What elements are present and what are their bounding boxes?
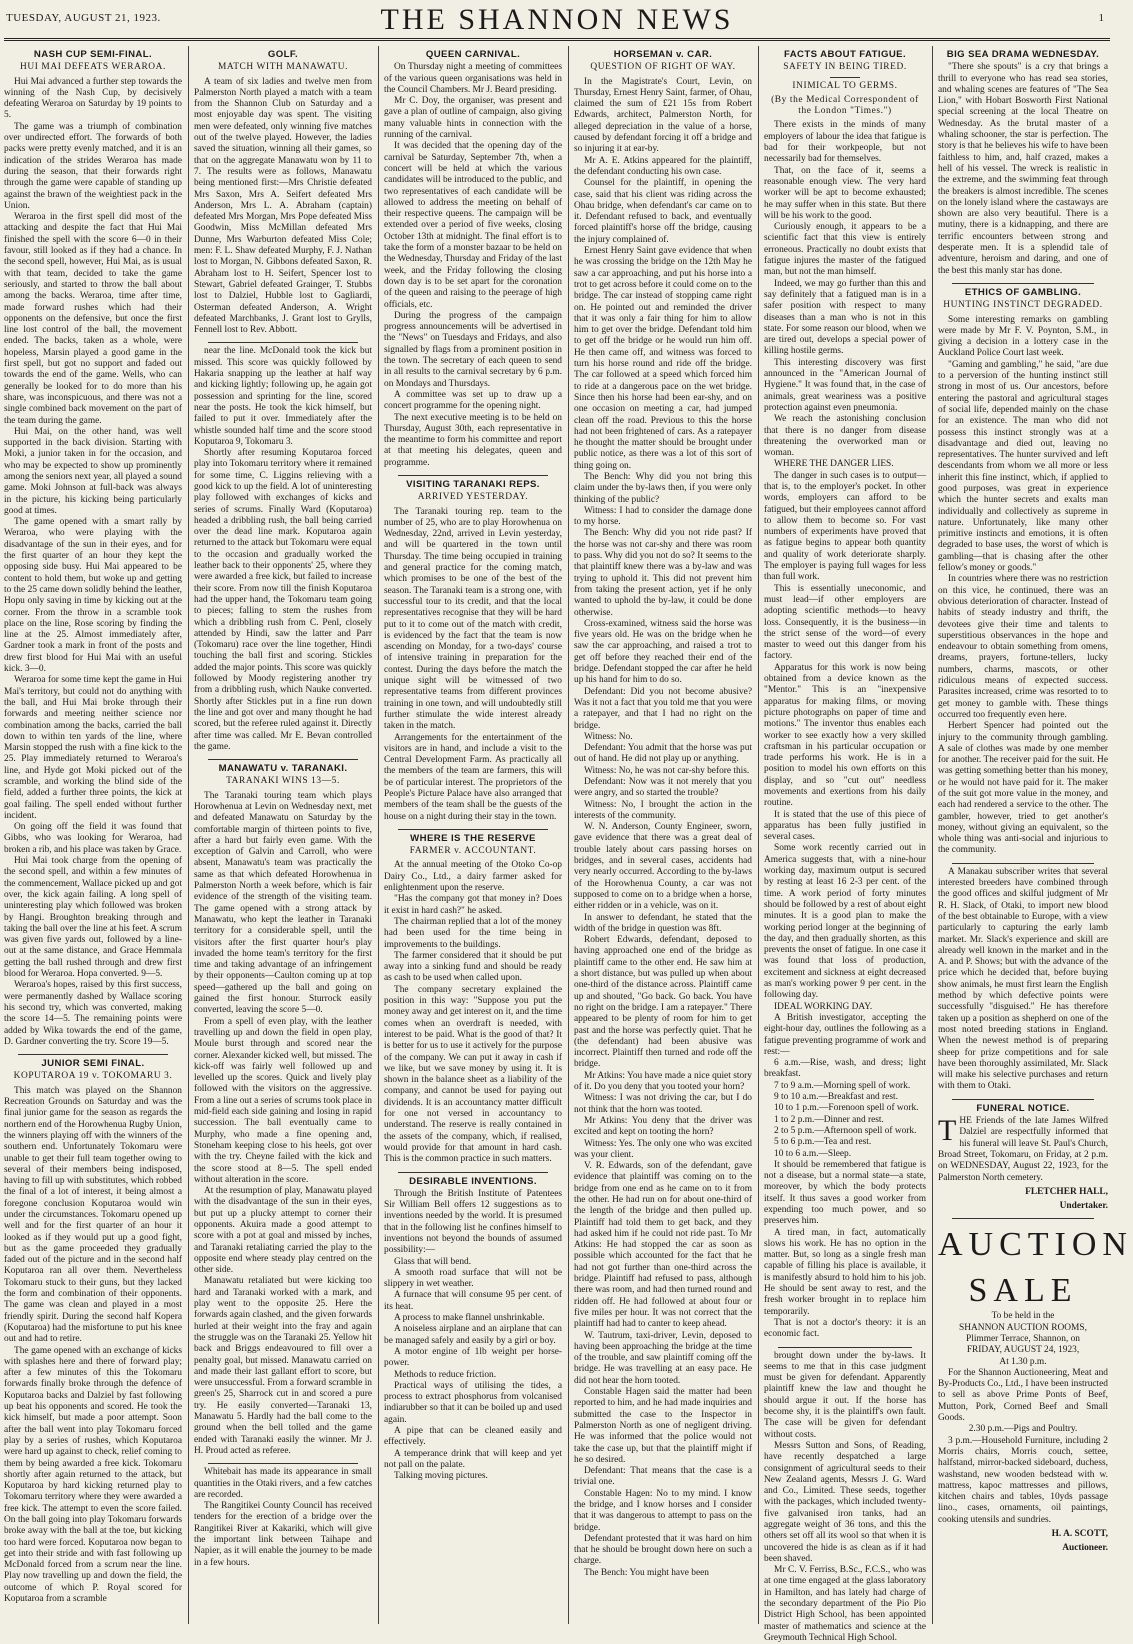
issue-date: TUESDAY, AUGUST 21, 1923. [6,12,161,24]
paragraph: IDEAL WORKING DAY. [774,1001,873,1012]
undertaker-name: FLETCHER HALL, [1025,1186,1108,1197]
column-4 [574,46,752,1624]
paragraph: On going off the field it was found that Gibbs, who was looking for Weraroa, had broken a rib, and his place was taken by Grace. [4,822,182,855]
paragraph: The danger in such cases is to output—that is, to the employer's pocket. In other words, employers can afford to be fatigued, but their employees cannot afford to allow them to become so. For vast numbers of experiments have proved that as fatigue begins to appear both quantity and quality of work deteriorate sharply. The employer is paying full wages for less than full work. [764,470,926,583]
paragraph: Defendant: You admit that the horse was put out of hand. He did not play up or anything. [574,743,752,765]
paragraph: The game was a triumph of combination over undirected effort. The forwards of both packs were pretty evenly matched, and it is an indication of the strides Weraroa has made during the season, that their forwards right through the game were capable of standing up against the brawn of the weightiest pack in the Union. [4,121,182,211]
paragraph: 10 to 6 a.m.—Sleep. [774,1148,852,1159]
paragraph: A pipe that can be cleaned easily and effectively. [384,1426,562,1448]
paragraph: 9 to 10 a.m.—Breakfast and rest. [774,1092,898,1103]
article-headline: HORSEMAN v. CAR. [613,49,713,60]
article-headline: DESIRABLE INVENTIONS. [409,1175,537,1187]
article [938,1099,1108,1213]
auction-pigs: 2.30 p.m.—Pigs and Poultry. [968,1424,1078,1435]
paragraph: Defendant: Did you not become abusive? Was it not a fact that you told me that you were a ratepayer, and that I had no right on the bridge. [574,686,752,731]
auction-venue-street: Plimmer Terrace, Shannon, on [966,1333,1080,1344]
funeral-notice-body [938,1116,1108,1184]
article-divider [778,1347,912,1348]
paragraph: In the Magistrate's Court, Levin, on Thursday, Ernest Henry Saint, farmer, of Ohau, claimed the sum of £21 15s from Robert Edwards, architect, Palmerston North, for alleged depreciation in the value of a horse, caused by defendant forcing it off a bridge and so injuring it at ear-by. [574,76,752,155]
paragraph: There exists in the minds of many employers of labour the idea that fatigue is bad for their workpeople, but not necessarily bad for themselves. [764,120,926,165]
article-subheadline: QUESTION OF RIGHT OF WAY. [590,62,736,73]
article-headline: FUNERAL NOTICE. [976,1102,1070,1114]
article-divider [952,1099,1094,1100]
article-headline: ETHICS OF GAMBLING. [964,286,1082,298]
article-divider [208,1463,358,1464]
page-number: 1 [1098,12,1104,24]
paragraph: The Taranaki touring rep. team to the number of 25, who are to play Horowhenua on Wednesday, 22nd, arrived in Levin yesterday, and will be quartered in the town until Thursday. The time being occupied in training and general practice for the coming match, which promises to be one of the best of the season. The Taranaki team is a strong one, with successful tour to its credit, and that the local representatives recognise that they will be hard put to it to come out of the match with credit, is evidenced by the fact that the team is now ascending on Monday, for a two-days' course of intensive training in preparation for the contest. During the days before the match the unique sight will be witnessed of two representative teams from different provinces training in one town, and will undoubtedly still further stimulate the wide interest already taken in the match. [384,506,562,732]
paragraph: The game opened with a smart rally by Weraroa, who were playing with the disadvantage of the sun in their eyes, and for the first quarter of an hour they kept the opposing side busy. Hui Mai appeared to be content to hold them, but woke up and getting to the 25 came down solidly behind the leather, Hopu only saving in time by kicking out at the corner. From the throw in a scramble took place on the line, Rose scoring by finding the line at the 25. Almost immediately after, Gardner took a mark in front of the posts and drew first blood for Hui Mai with an useful kick. 3—0. [4,517,182,675]
paragraph: Defendant: That means that the case is a trivial one. [574,1466,752,1488]
auction-title: AUCTION [938,1226,1133,1264]
paragraph: Whitebait has made its appearance in small quantities in the Otaki rivers, and a few catches are recorded. [194,1467,372,1500]
paragraph: 2 to 5 p.m.—Afternoon spell of work. [774,1125,917,1136]
paragraph: Some interesting remarks on gambling were made by Mr F. V. Poynton, S.M., in giving a decision in a lottery case in the Auckland Police Court last week. [938,314,1108,359]
paragraph: Weraroa in the first spell did most of the attacking and despite the fact that Hui Mai finished the spell with the score 6—0 in their favour, still looked as if they had a chance. In the second spell, however, Hui Mai, as is usual with that team, decided to take the game seriously, and started to throw the ball about among the backs. Weraroa, time after time, made forward rushes which had their opponents on the defensive, but once the first line lost control of the ball, the movement ended. The backs, taken as a whole, were hopeless, Marsin played a good game in the first spell, but got no support and faded out towards the end of the game. Wells, who can generally be looked for to do more than his share, was inconspicuous, and there was not a single combined back movement on the part of the team during the game. [4,212,182,426]
paragraph: Cross-examined, witness said the horse was five years old. He was on the bridge when he saw the car approaching, and raised a trot to get off before they reached their end of the bridge. Defendant stopped the car after he held up his hand for him to do so. [574,618,752,686]
paragraph: In countries where there was no restriction on this vice, he continued, there was an obvious deterioration of character. Instead of habits of steady industry and thrift, the devotees give their time and talents to superstitious observances in the hope and endeavour to obtain something from omens, dreams, prayers, fortune-tellers, lucky numbers, charms, mascots, or other ridiculous means of expected success. Parasites increased, crime was resorted to to get money to gamble with. These things occurred too frequently even here. [938,574,1108,720]
paragraph: 7 to 9 a.m.—Morning spell of work. [774,1080,911,1091]
article-headline: QUEEN CARNIVAL. [425,49,521,60]
paragraph: From a spell of even play, with the leather travelling up and down the field in open play, Moule burst through and scored near the corner. Alexander kicked well, but missed. The kick-off was fairly well followed up and levelled up the scores. Quick and lively play followed with the visitors on the aggressive. From a line out a series of scrums took place in mid-field each side gaining and losing in rapid succession. The ball eventually came to Murphy, who made a fine opening and, Stoneham keeping close to his heels, got over with the try. Cheyne failed with the kick and the score stood at 8—5. The spell ended without alteration in the score. [194,1016,372,1185]
article-subheadline: HUI MAI DEFEATS WERAROA. [20,62,166,73]
article-subheadline: SAFETY IN BEING TIRED. [783,62,907,73]
column-rule [378,46,379,1624]
column-3 [384,46,562,1624]
paragraph: 1 to 2 p.m.—Dinner and rest. [774,1114,884,1125]
auctioneer-role: Auctioneer. [1062,1543,1108,1554]
paragraph: The Rangitikei County Council has received tenders for the erection of a bridge over the Rangitikei River at Kakariki, which will give the important link between Taihape and Napier, as it will enable the journey to be made in a few hours. [194,1501,372,1568]
article [194,759,372,1457]
paragraph: The Bench: Why did you not ride past? If the horse was not car-shy and there was room to pass. Why did you not do so? It seems to the that plaintiff knew there was a by-law and was trying to uphold it. This did not prevent him from taking the present action, yet if he only wanted to uphold the by-law, it could be done otherwise. [574,528,752,618]
paragraph: During the progress of the campaign progress announcements will be advertised in the "News" on Tuesdays and Fridays, and also signalled by flags from a prominent position in the town. The secretary of each queen to send in all results to the carnival secretary by 6 p.m. on Mondays and Thursdays. [384,310,562,389]
article [4,49,182,1048]
paragraph: Robert Edwards, defendant, deposed to having approached one end of the bridge as plaintiff came to the other end. He saw him at a short distance, but was pulled up when about one-third of the distance across. Plaintiff came up and shouted, "Go back. Go back. You have no right on the bridge. I am a ratepayer." There appeared to be plenty of room for him to get past and the horse was perfectly quiet. That he (the defendant) had been abusive was incorrect. Plaintiff then turned and rode off the bridge. [574,935,752,1070]
article [938,49,1108,277]
paragraph: Defendant protested that it was hard on him that he should be brought down here on such a charge. [574,1533,752,1567]
auctioneer-name: H. A. SCOTT, [1051,1529,1108,1540]
article-subheadline: ARRIVED YESTERDAY. [417,492,529,503]
paragraph: 5 to 6 p.m.—Tea and rest. [774,1137,872,1148]
paragraph: On Thursday night a meeting of committees of the various queen organisations was held in the Council Chambers. Mr J. Beard presiding. [384,62,562,95]
paragraph: It should be remembered that fatigue is not a disease, but a normal state—a state, moreover, by which the body protects itself. It thus saves a good worker from expending too much power, and so preserves him. [764,1159,926,1227]
article-headline: BIG SEA DRAMA WEDNESDAY. [946,49,1100,60]
article [938,1218,1133,1554]
paragraph: A smooth road surface that will not be slippery in wet weather. [384,1267,562,1290]
paragraph: Witness: Yes. The only one who was excited was your client. [574,1138,752,1160]
paragraph: At the resumption of play, Manawatu played with the disadvantage of the sun in their eyes, but put up a plucky attempt to corner their opponents. Akuira made a good attempt to score with a pot at goal and missed by inches, and Taranaki retaliating carried the play to the opposite end where steady play centred on the other side. [194,1186,372,1276]
article-headline: JUNIOR SEMI FINAL. [41,1058,145,1070]
column-2 [194,46,372,1624]
column-5 [764,46,926,1643]
paragraph: Hui Mai, on the other hand, was well supported in the back division. Starting with Moki, a junior taken in for the occasion, and who may be expected to show up prominently among the seniors next year, all played a sound game. Moki Johnson at full-back was always in the picture, his kicking being particularly good at times. [4,426,182,516]
auction-venue: SHANNON AUCTION ROOMS, [959,1322,1087,1333]
paragraph: The Taranaki touring team which plays Horowhenua at Levin on Wednesday next, met and defeated Manawatu on Saturday by the comfortable margin of thirteen points to five, after a hard but fairly even game. With the exception of Galvin and Carroll, who were absent, Manawatu's team was practically the same as that which defeated Horowhenua in Palmerston North a week before, which is fair evidence of the strength of the visiting team. The game opened with a strong attack by Manawatu, who kept the leather in Taranaki territory for a considerable spell, until the visitors after the first quarter hour's play invaded the home team's territory for the first time and taking advantage of an infringement by their opponents—Caulton coming up at top speed—gathered up the ball and going on gained the first honour. Sturrock easily converted, leaving the score 5—0. [194,790,372,1016]
article-headline: MANAWATU v. TARANAKI. [218,763,348,775]
paragraph: The game opened with an exchange of kicks with splashes here and there of forward play; after a few minutes of this the Tokomaru forwards finally broke through the defence of Koputaroa backs and Dalziel by fast following up beat his opponents and scored. He took the kick himself, but made a poor attempt. Soon after the ball went into play Tokomaru forced play by a series of rushes, which Koputaroa were hard up against to check, relief coming to them by being awarded a free kick. Tokomaru shortly after again returned to the attack, but Koputaroa by hard kicking returned play to Tokomaru territory where they were awarded a free kick. The attempt to even the score failed. On the ball going into play Tokomaru forwards broke away with the ball at the toe, but kicking too hard were forced. Koputaroa now began to get into their stride and with fast following up McDonald forced from a scrum near the line. Play now travelling up and down the field, the outcome of which P. Royal scored for Koputaroa from a scramble [4,1345,182,1605]
funeral-dropcap: T [938,1114,957,1148]
article-headline: GOLF. [267,49,299,60]
paragraph: A British investigator, accepting the eight-hour day, outlines the following as a fatigue preventing programme of work and rest:— [764,1012,926,1057]
paragraph: 6 a.m.—Rise, wash, and dress; light breakfast. [764,1058,926,1080]
paragraph: Constable Hagen: No to my mind. I know the bridge, and I know horses and I consider that it was dangerous to attempt to pass on the bridge. [574,1488,752,1533]
paragraph: Hui Mai took charge from the opening of the second spell, and within a few minutes of the commencement, Wallace picked up and got over, the kick again failing. A long spell of uninteresting play which followed was broken by Hangi. Broughton breaking through and taking the ball over the line at his feet. A scrum was given five yards out, followed by a line-out at the same distance, and Grace Hemmala getting the ball rushed through and drew first blood for Weraroa. Hopa converted. 9—5. [4,856,182,980]
auction-body: For the Shannon Auctioneering, Meat and By-Products Co., Ltd., I have been instructed to sell as above Prime Ponts of Beef, Mutton, Pork, Corned Beef and Small Goods. [938,1367,1108,1424]
article [384,1172,562,1483]
paragraph: A team of six ladies and twelve men from Palmerston North played a match with a team from the Shannon Club on Saturday and a most enjoyable day was spent. The visiting men were defeated, only winning five matches out of the twelve played. However, the ladies saved the situation, winning all their games, so that on the aggregate Manawatu won by 11 to 7. The results were as follows, Manawatu being mentioned first:—Mrs Christie defeated Mrs Saxon, Mrs A. Seifert defeated Mrs Anderson, Mrs L. A. Abraham (captain) defeated Mrs Morgan, Mrs Pope defeated Miss Goodwin, Miss McMillan defeated Mrs Dunne, Mrs Warburton defeated Miss Cole; men: F. L. Shaw defeated Murphy, F. J. Nathan lost to Morgan, N. Gibbons defeated Saxon, R. Abraham lost to H. Seifert, Spencer lost to Stewart, Gabriel defeated Grainger, T. Stubbs lost to Dalziel, Hubble lost to Gagliardi, Osterman defeated Anderson, A. Wright defeated Marchbanks, J. Grant lost to Grylls, Fennell lost to Rev. Abbott. [194,76,372,336]
article [194,342,372,753]
paragraph: Hui Mai advanced a further step towards the winning of the Nash Cup, by decisively defeating Weraroa on Saturday by 19 points to 5. [4,76,182,121]
auction-furniture: 3 p.m.—Household Furniture, including 2 Morris chairs, Morris couch, settee, halfstand, mirror-backed sideboard, duchess, washstand, new wooden bedstead with w. mattress, kapoc mattresses and pillows, kitchen chairs and tables, 10yds passage lino., cases, ornaments, oil paintings, cooking utensils and sundries. [938,1435,1108,1525]
article-divider [208,759,358,760]
paragraph: Witness: No, he was not car-shy before this. [584,765,750,776]
paragraph: Witness: I was not driving the car, but I do not think that the horn was tooted. [574,1093,752,1115]
newspaper-title: THE SHANNON NEWS [380,3,734,36]
paragraph: A motor engine of 1lb weight per horse-power. [384,1346,562,1369]
paragraph: Mr Atkins: You deny that the driver was excited and kept on tooting the horn? [574,1115,752,1138]
paragraph: W. Tautrum, taxi-driver, Levin, deposed to having been approaching the bridge at the time of the trouble, and saw plaintiff coming off the bridge. He was travelling at an easy pace. He did not hear the horn tooted. [574,1330,752,1386]
paragraph: A committee was set up to draw up a concert programme for the opening night. [384,389,562,412]
article-headline: WHERE IS THE RESERVE [410,832,536,844]
paragraph: Curiously enough, it appears to be a scientific fact that this view is entirely erroneous. Practically no doubt exists that fatigue injures the master of the fatigued man, but not the man himself. [764,222,926,278]
paragraph: A temperance drink that will keep and yet not pall on the palate. [384,1448,562,1470]
paragraph: That, on the face of it, seems a reasonable enough view. The very hard worker will be apt to become exhausted; he may suffer when in this state. But there will be his work to the good. [764,165,926,221]
paragraph: We reach the astonishing conclusion that there is no danger from disease threatening the overworked man or woman. [764,414,926,459]
paragraph: Witness: No. [584,731,633,742]
paragraph: Methods to reduce friction. [394,1369,497,1380]
paragraph: V. R. Edwards, son of the defendant, gave evidence that plaintiff was coming on to the bridge from one end as he came on to it from the other. He had run on for about one-third of the length of the bridge and then pulled up. Plaintiff had told them to get back, and they had asked him if he could not ride past. To Mr Atkins: He had stopped the car as soon as possible which accounted for the fact that he had not got further than one-third across the bridge. Plaintiff had refused to pass, although there was room, and had then turned round and ridden off. He had followed at about four or five miles per hour. It was not correct that the plaintiff had had to canter to keep ahead. [574,1161,752,1330]
paragraph: Mr Atkins: You have made a nice quiet story of it. Do you deny that you tooted your horn? [574,1070,752,1093]
article [194,1463,372,1569]
article-headline: FACTS ABOUT FATIGUE. [783,49,907,60]
paragraph: In answer to defendant, he stated that the width of the bridge in question was 8ft. [574,912,752,934]
paragraph: This interesting discovery was first announced in the "American Journal of Hygiene." It was found that, in the case of animals, great weariness was a positive protection against even pneumonia. [764,357,926,413]
paragraph: Some work recently carried out in America suggests that, with a nine-hour working day, maximum output is secured by resting at least 16 2-3 per cent. of the time. A work period of forty minutes should be followed by a rest of about eight minutes. It is a good plan to make the working period longer at the beginning of the day, and then gradually shorten, as this prevents the onset of fatigue. In one case it was found that loss of production, excitement and sickness at eight decreased as man's working power 9 per cent. in the following day. [764,843,926,1001]
paragraph: At the annual meeting of the Otoko Co-op Dairy Co., Ltd., a dairy farmer asked for enlightenment upon the reserve. [384,860,562,894]
paragraph: This match was played on the Shannon Recreation Grounds on Saturday and was the final junior game for the season as regards the northern end of the Horowhenua Rugby Union, the winners playing off with the winners of the southern end. Unfortunately Tokomaru were unable to get their full team together owing to several of their members being indisposed, having to fill up with substitutes, which robbed the final of a lot of interest, it being almost a foregone conclusion Koputaroa would win under the circumstances. Tokomaru opened up well and for the first quarter of an hour it looked as if they would put up a good fight, but as the game proceeded they gradually faded out of the picture and in the second half Koputaroa ran all over them. Nevertheless Tokomaru stuck to their guns, but they lacked the form and combination of their opponents. The game was clean and played in a most friendly spirit. During the second half Kopera (Koputaroa) had the misfortune to put his knee out and had to retire. [4,1085,182,1345]
article [384,829,562,1166]
paragraph: 10 to 1 p.m.—Forenoon spell of work. [774,1103,919,1114]
article [384,49,562,469]
article [384,475,562,823]
column-rule [188,46,189,1624]
paragraph: Apparatus for this work is now being obtained from a device known as the "Mentor." This is an "inexpensive apparatus for making films, or moving picture photographs on paper of time and motions." The inventor thus enables each worker to see exactly how a very skilled craftsman in his particular occupation or trade performs his work. He is in a position to model his own efforts on this display, and so "cut out" needless movements and exertions from his daily routine. [764,662,926,809]
article-subheadline: TARANAKI WINS 13—5. [226,776,340,787]
article-byline: (By the Medical Correspondent of the London "Times.") [771,94,919,117]
article-divider [952,1218,1094,1219]
article [764,49,926,1341]
funeral-notice-text: HE Friends of the late James Wilfred Dalziel are respectfully informed that his funeral will leave St. Paul's Church, Broad Street, Tokomaru, on Friday, at 2 p.m. on WEDNESDAY, August 22, 1923, for the Palmerston North cemetery. [938,1116,1108,1183]
article [938,283,1108,857]
column-rule [568,46,569,1624]
column-rule [758,46,759,1624]
paragraph: It is stated that the use of this piece of apparatus has been fully justified in several cases. [764,809,926,843]
paragraph: The Bench: Why did you not bring this claim under the by-laws then, if you were only thinking of the public? [574,471,752,505]
article [764,1347,926,1644]
article-divider [398,829,548,830]
article-subheadline: KOPUTAROA 19 v. TOKOMARU 3. [13,1071,173,1082]
paragraph: "Gaming and gambling," he said, "are due to a perversion of the hunting instinct still strong in most of us. Our ancestors, before entering the pastoral and agricultural stages of social life, depended mainly on the chase for an existence. The man who did not possess this instinct strongly was at a disadvantage and died out, leaving no representatives. The hunter survived and left descendants from whom we all more or less inherit this fine instinct, which, if applied to good purposes, was great in experience which the hunter secrets and exalts man individually and collectively as supreme in nature. Unfortunately, like many other primitive instincts and emotions, it is often degraded to base uses, the worst of which is gambling—that is chasing after the other fellow's money or goods." [938,359,1108,574]
paragraph: brought down under the by-laws. It seems to me that in this case judgment must be given for defendant. Apparently plaintiff knew the law and thought he should argue it out. If the horse has become shy, it is the plaintiff's own fault. The case will be given for defendant without costs. [764,1350,926,1440]
columns-container [4,46,1133,1643]
paragraph: Ernest Henry Saint gave evidence that when he was crossing the bridge on the 12th May he saw a car approaching, and put his horse into a trot to get across before it could come on to the bridge. The car instead of stopping came right on. He pointed out and reminded the driver that it was only a fair thing for him to allow him to get over the bridge. Defendant told him to get off the bridge or he would run him off. He then came off, and witness was forced to turn his horse round and ride off the bridge. The car followed at a speed which forced him to ride at a dangerous pace on the wet bridge. Since then his horse had been ear-shy, and on one occasion on meeting a car, had jumped clean off the road. Previous to this the horse had not been frightened of cars. As a ratepayer he thought the matter should be brought under public notice, as there was a lot of this sort of thing going on. [574,246,752,471]
article-divider [208,342,358,343]
undertaker-role: Undertaker. [1059,1201,1108,1212]
paragraph: W. N. Anderson, County Engineer, sworn, gave evidence that there was a great deal of trouble lately about cars passing horses on bridges, and in several cases, accidents had very nearly occurred. According to the by-laws of the Horowhenua County, a car was not supposed to come on to a bridge when a horse, either ridden or in a vehicle, was on it. [574,822,752,912]
article-headline: NASH CUP SEMI-FINAL. [33,49,153,60]
column-6 [938,46,1133,1624]
article-subheadline: INIMICAL TO GERMS. [792,80,898,91]
column-rule [932,46,933,1624]
paragraph: Weraroa's hopes, raised by this first success, were permanently dashed by Wallace scoring his second try, which was converted, making the score 14—5. The remaining points were added by Wika towards the end of the game, D. Gardner converting the try. Score 19—5. [4,980,182,1047]
paragraph: Mr A. E. Atkins appeared for the plaintiff, the defendant conducting his own case. [574,155,752,177]
paragraph: "There she spouts" is a cry that brings a thrill to everyone who has read sea stories, and whaling scenes are features of "The Sea Lion," with Hobart Bosworth First National special screening at the local Theatre on Wednesday. As the brutal master of a whaling schooner, the star is perfection. The story is that he believes his wife to have been faithless to him, and, half crazed, makes a hell of his vessel. The wreck is realistic in the extreme, and the swimming feat through the breakers is almost incredible. The scenes on the lonely island where the castaways are shown are also very beautiful. There is a mutiny, there is a kidnapping, and there are terrific encounters between strong and desperate men. It is a splendid tale of adventure, heroism and daring, and one of the best this manly star has done. [938,62,1109,276]
paragraph: The farmer considered that it should be put away into a sinking fund and should be ready as cash to be used when called upon. [384,950,562,984]
paragraph: Witness: I had to consider the damage done to my horse. [574,505,752,528]
paragraph: Messrs Sutton and Sons, of Reading, have recently despatched a large consignment of agricultural seeds to their New Zealand agents, Messrs J. G. Ward and Co., Limited. These seeds, together with the packages, which included twenty-five galvanised iron tanks, had an aggregate weight of 36 tons, and this the others set off all its wool so that when it is uncovered the hide is as clean as if it had been shaved. [764,1440,926,1564]
paragraph: A Manakau subscriber writes that several interested breeders have combined through the good offices and skilful judgment of Mr R. H. Slack, of Otaki, to import new blood of the best obtainable to Europe, with a view particularly to capturing the early lamb market. Mr. Slack's experience and skill are already well known in the market and in the A. and P. Shows; but with the advance of the price which he decided that, before buying show animals, he must first learn the English method by which defective points were successfully "disguised." He has therefore taken up a position as shepherd on one of the most noted breeding stations in England. When the newest method is of preparing sheep for prize competitions and for sale have been thoroughly assimilated, Mr. Slack will make his selective purchases and return with them to Otaki. [938,866,1108,1092]
paragraph: Arrangements for the entertainment of the visitors are in hand, and include a visit to the Central Development Farm. As practically all the members of the team are farmers, this will be of particular interest. The proprietors of the People's Picture Palace have also arranged that members of the team shall be the guests of the house on a night during their stay in the town. [384,732,562,822]
column-1 [4,46,182,1624]
article-divider [18,1054,168,1055]
auction-title-sale: SALE [968,1272,1078,1310]
paragraph: That is not a doctor's theory: it is an economic fact. [764,1317,926,1340]
paragraph: Talking moving pictures. [394,1471,488,1482]
paragraph: A tired man, in fact, automatically slows his work. He has no option in the matter. But, so long as a single fresh man capable of filling his place is available, it is manifestly absurd to hold him to his job. He should be sent away to rest, and the fresh worker brought in to replace him temporarily. [764,1227,926,1317]
paragraph: Defendant: Now was it not merely that you were angry, and so started the trouble? [574,777,752,799]
article-subheadline: FARMER v. ACCOUNTANT. [409,846,537,857]
paragraph: A furnace that will consume 95 per cent. of its heat. [384,1290,562,1312]
article [194,49,372,336]
article [574,49,752,1579]
auction-date: FRIDAY, AUGUST 24, 1923, [966,1345,1080,1356]
paragraph: Constable Hagen said the matter had been reported to him, and he had made inquiries and submitted the case to the Inspector in Palmerston North as one of negligent driving. He was informed that the police would not take the case up, but that the plaintiff might if he so desired. [574,1387,752,1465]
auction-lead: To be held in the [991,1311,1055,1322]
article-subheadline: MATCH WITH MANAWATU. [217,62,349,73]
article-divider [952,863,1094,864]
auction-time: At 1.30 p.m. [999,1356,1047,1367]
paragraph: Manawatu retaliated but were kicking too hard and Taranaki worked with a mark, and play went to the opposite 25. Here the forwards again clashed, and the given forwards hurled at their weight into the fray and again the struggle was on the Taranaki 25. Yellow hit back and Briggs endeavoured to fill over a penalty goal, but missed. Manawatu carried on and made their last gallant effort to score, but were unsuccessful. From a forward scramble in green's 25, Sharrock cut in and scored a pure try. He easily converted—Taranaki 13, Manawatu 5. Hardly had the ball come to the ground when the bell tolled and the game ended with Taranaki easily the winner. Mr J. H. Proud acted as referee. [194,1276,372,1456]
article [938,863,1108,1093]
paragraph: Through the British Institute of Patentees Sir William Bell offers 12 suggestions as to inventions needed by the world. It is presumed that in the following list he confines himself to inventions not beyond the bounds of assumed possibility:— [384,1188,562,1256]
masthead-rule [4,38,1110,41]
paragraph: WHERE THE DANGER LIES. [774,459,894,470]
article-subheadline: HUNTING INSTINCT DEGRADED. [943,300,1103,311]
paragraph: A noiseless airplane and an airplane that can be managed safely and easily by a girl or boy. [384,1324,562,1346]
paragraph: "Has the company got that money in? Does it exist in hard cash?" he asked. [384,894,562,916]
article-divider [398,1172,548,1173]
paragraph: near the line. McDonald took the kick but missed. This score was quickly followed by Hakaria snapping up the leather at half way and kicking lightly; following up, he again got possession and sprinting for the line, scored near the posts. He took the kick himself, but failed to put it over. Immediately after the whistle sounded half time and the score stood Koputaroa 9, Tokomaru 3. [194,346,372,447]
paragraph: Witness: No, I brought the action in the interests of the community. [574,799,752,821]
paragraph: This is essentially uneconomic, and must lead—if other employers are adopting scientific methods—to heavy loss. Consequently, it is the business—in the strict sense of the word—of every master to weed out this danger from his factory. [764,583,926,662]
article-headline: VISITING TARANAKI REPS. [406,478,540,490]
article-divider [952,283,1094,284]
paragraph: Glass that will bend. [394,1256,472,1267]
article [4,1054,182,1605]
paragraph: Mr C. V. Ferriss, B.Sc., F.C.S., who was at one time engaged at the glass laboratory in Hamilton, and has lately had charge of the secondary department of the Pio Pio District High School, has been appointed master of mathematics and science at the Greymouth Technical High School. [764,1565,926,1643]
paragraph: It was decided that the opening day of the carnival be Saturday, September 7th, when a concert will be held at which the various candidates will be introduced to the public, and two representatives of each candidate will be allowed to address the meeting on behalf of their respective queens. The campaign will be extended over a period of five weeks, closing October 13th at midnight. The final effort is to take the form of a monster bazaar to be held on the Wednesday, Thursday and Friday of the last week, and the Friday following the closing down day is to be set apart for the coronation of the queen and raising to the peerage of high officials, etc. [384,141,562,310]
paragraph: Indeed, we may go further than this and say definitely that a fatigued man is in a safer position with respect to many diseases than a man who is not in this state. For some reason our blood, when we are tired out, develops a special power of killing hostile germs. [764,278,926,357]
paragraph: Practical ways of utilising the tides, a process to extract phosphorus from volcanised indiarubber so that it can be boiled up and used again. [384,1380,562,1425]
paragraph: Shortly after resuming Koputaroa forced play into Tokomaru territory where it remained for some time, C. Liggins relieving with a good kick to up the field. A lot of uninteresting play followed with exchanges of kicks and series of scrums. Finally Ward (Koputaroa) headed a dribbling rush, the ball being carried over the dead line mark. Koputaroa again returned to the attack but Tokomaru were equal to the occasion and gradually worked the leather back to their opponents' 25, where they were awarded a free kick, but failed to increase their score. From now till the finish Koputaroa had the upper hand, the Tokomaru team going to pieces; falling to stem the rushes from which a dribbling rush from C. Penl, closely attended by Hindi, saw the latter and Parr (Tokomaru) race over the line together, Hindi touching the ball first and scoring. Stickles added the major points. This score was quickly followed by Moody registering another try from a dribbling rush, which Nauke converted. Shortly after Stickles put in a fine run down the line and got over and many thought he had scored, but the referee ruled against it. Directly after time was called. Mr E. Bevan controlled the game. [194,448,372,752]
subheadline-rule [830,77,860,78]
paragraph: A process to make flannel unshrinkable. [394,1313,545,1324]
paragraph: The chairman replied that a lot of the money had been used for the time being in improvements to the buildings. [384,916,562,950]
paragraph: Herbert Spencer had pointed out the injury to the community through gambling. A sale of clothes was made by one member for another. The receiver paid for the suit. He was getting something better than his money, or he would not have paid for it. The maker of the suit got more value in the money, and each had rendered a service to the other. The gambler, however, tried to get another's money, without giving an equivalent, so the whole thing was anti-social and injurious to the community. [938,721,1108,856]
masthead [0,0,1114,40]
paragraph: The Bench: You might have been [584,1567,709,1578]
paragraph: Mr C. Doy, the organiser, was present and gave a plan of outline of campaign, also giving many valuable hints in connection with the running of the carnival. [384,96,562,141]
paragraph: Weraroa for some time kept the game in Hui Mai's territory, but could not do anything with the ball, and Hui Mai broke through their forwards and meeting neither science nor combination among the backs, carried the ball down to within ten yards of the line, where Marsin stopped the rush with a fine kick to the 25. Play immediately returned to Weraroa's line, and Hyde got Moki picked out of the scramble, and working the blind side of the field, added a further three points, the kick at goal failing. The spell ended without further incident. [4,675,182,821]
paragraph: The next executive meeting is to be held on Thursday, August 30th, each representative in the meantime to form his committee and report at that meeting his delegates, queen and programme. [384,412,562,468]
paragraph: Counsel for the plaintiff, in opening the case, said that his client was riding across the Ohau bridge, when defendant's car came on to it. Defendant refused to back, and eventually forced plaintiff's horse off the bridge, causing the injury complained of. [574,178,752,245]
paragraph: The company secretary explained the position in this way: "Suppose you put the money away and get interest on it, and the time comes when an overdraft is needed, with interest to be paid. What is the good of that? It is better for us to use it actively for the purpose of the company. We can put it away in cash if we like, but we save money by using it. It is shown in the balance sheet as a liability of the company, and cannot be used for paying out dividends. It is an accountancy matter difficult for one not versed in accountancy to understand. The reserve is really contained in the assets of the company, which, if realised, would provide for that amount in hard cash. This is the common practice in such matters. [384,984,562,1165]
article-divider [398,475,548,476]
